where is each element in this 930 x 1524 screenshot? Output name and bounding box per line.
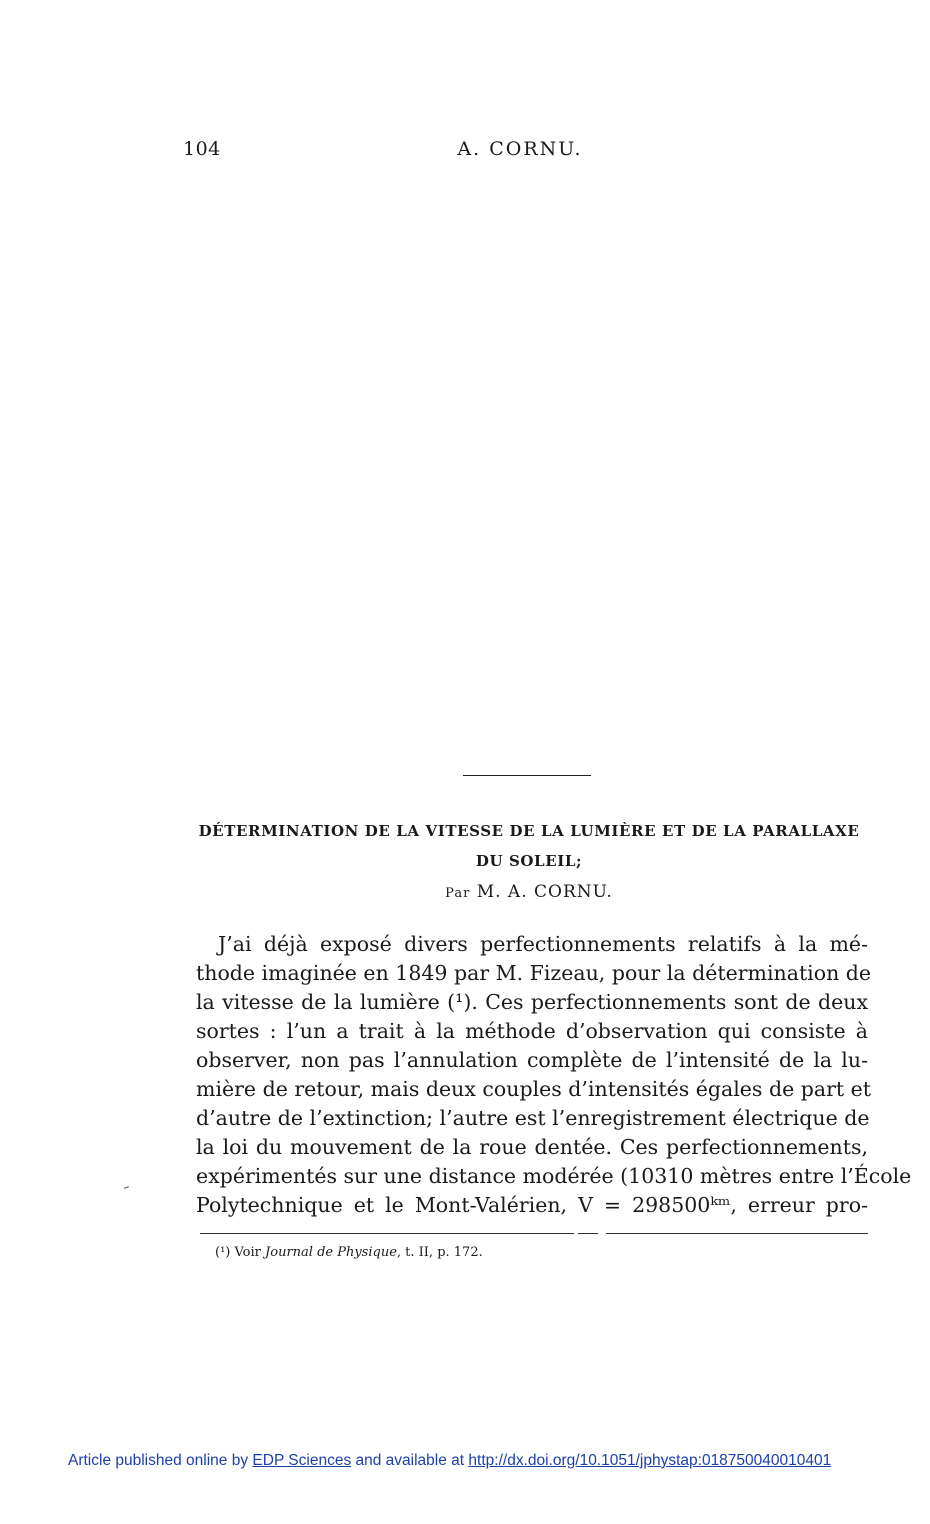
body-line: expérimentés sur une distance modérée (10310 mètres entre l’École [196,1164,912,1188]
publisher-link[interactable]: EDP Sciences [252,1452,352,1469]
body-line: thode imaginée en 1849 par M. Fizeau, pour la détermination de [196,961,872,985]
doi-link[interactable]: http://dx.doi.org/10.1051/jphystap:018750040010401 [468,1452,832,1469]
body-line: Polytechnique et le Mont-Valérien, V = 298500ᵏᵐ, erreur pro- [196,1193,868,1217]
footer-text-before: Article published online by [68,1452,249,1469]
byline-author: M. A. CORNU. [476,882,613,902]
footnote [215,1245,483,1260]
page-number: 104 [183,138,221,160]
body-line: J’ai déjà exposé divers perfectionnements relatifs à la mé- [218,932,868,956]
article-title-line-2: DU SOLEIL; [475,852,583,870]
running-head: A. CORNU. [457,138,583,160]
footnote-rule [200,1233,574,1234]
body-line: la loi du mouvement de la roue dentée. Ces perfectionnements, [196,1135,868,1159]
body-line: observer, non pas l’annulation complète de l’intensité de la lu- [196,1048,868,1072]
body-line: sortes : l’un a trait à la méthode d’observation qui consiste à [196,1019,868,1043]
footer-text-middle: and available at [355,1452,465,1469]
body-line: d’autre de l’extinction; l’autre est l’enregistrement électrique de [196,1106,870,1130]
body-line: la vitesse de la lumière (¹). Ces perfectionnements sont de deux [196,990,868,1014]
footnote-journal: Journal de Physique [265,1245,397,1260]
footnote-rule-right [606,1233,868,1234]
article-title [195,816,863,876]
footnote-rule-dash [578,1233,598,1234]
footnote-marker: (¹) Voir [215,1245,261,1260]
article-title-line-1: DÉTERMINATION DE LA VITESSE DE LA LUMIÈRE ET DE LA PARALLAXE [198,822,860,840]
byline [195,882,863,902]
footnote-reference: , t. II, p. 172. [396,1245,483,1260]
scan-mark [124,1186,129,1189]
publication-footer [68,1452,831,1470]
title-rule [463,775,591,776]
byline-prefix: Par [445,886,471,901]
body-line: mière de retour, mais deux couples d’intensités égales de part et [196,1077,871,1101]
